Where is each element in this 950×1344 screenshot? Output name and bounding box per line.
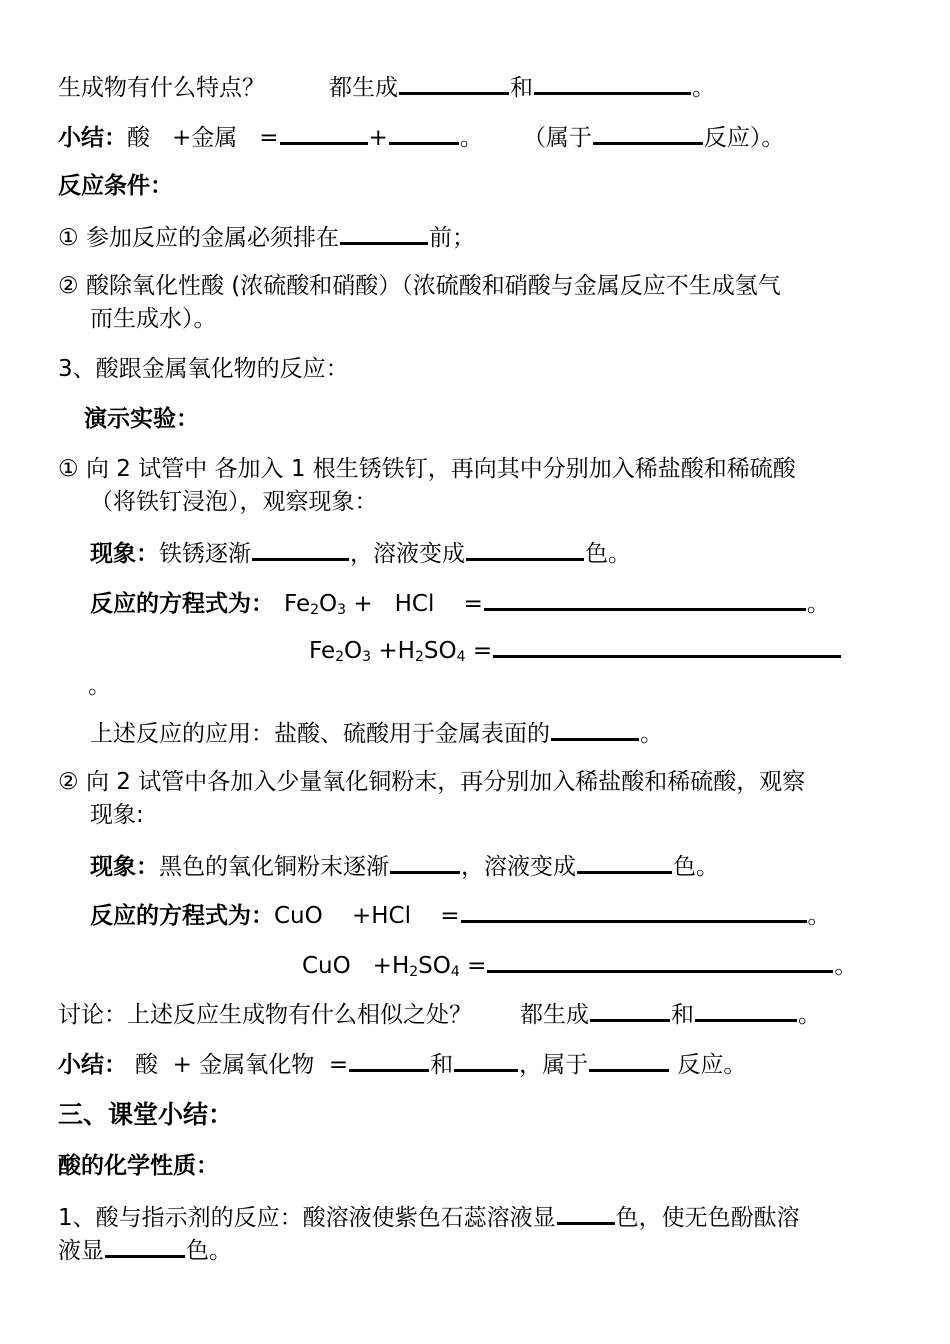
experiment-text: 向 2 试管中各加入少量氧化铜粉末，再分别加入稀盐酸和稀硫酸，观察 — [85, 769, 806, 795]
formula: = — [459, 953, 487, 979]
line-summary-metal — [58, 120, 910, 155]
period: 。 — [798, 1002, 821, 1028]
line-summary-oxide — [58, 1047, 910, 1082]
line-phenomenon-1 — [90, 536, 910, 571]
conjunction: 和 — [671, 1002, 694, 1028]
line-experiment-1 — [58, 453, 910, 486]
phenomenon-text: 色。 — [585, 541, 631, 567]
blank[interactable] — [557, 1200, 615, 1225]
line-equation-2 — [309, 633, 910, 668]
subscript: 4 — [450, 964, 460, 980]
formula: + HCl = — [346, 591, 483, 617]
line-experiment-2 — [58, 766, 910, 799]
subscript: 2 — [414, 649, 424, 665]
item-number: ② — [58, 769, 79, 795]
indicator-text: 色，使无色酚酞溶 — [615, 1205, 800, 1231]
line-indicator-cont — [58, 1233, 910, 1268]
line-condition-1 — [58, 220, 910, 255]
blank[interactable] — [589, 1047, 669, 1072]
formula: = — [465, 638, 493, 664]
line-conditions-label — [58, 170, 910, 203]
question-text: 生成物有什么特点？ — [58, 75, 265, 101]
blank[interactable] — [340, 220, 428, 245]
line-section-heading — [58, 1098, 910, 1131]
formula: +H — [371, 638, 415, 664]
indicator-text: 1、酸与指示剂的反应：酸溶液使紫色石蕊溶液显 — [58, 1205, 556, 1231]
phenomenon-label: 现象： — [90, 541, 159, 567]
line-phenomenon-2 — [90, 849, 910, 884]
summary-label: 小结： — [58, 125, 127, 151]
blank[interactable] — [399, 70, 509, 95]
subscript: 2 — [335, 649, 345, 665]
conjunction: 和 — [430, 1052, 454, 1078]
formula: O — [319, 591, 338, 617]
item-number: ② — [58, 273, 79, 299]
formula: Fe — [284, 591, 311, 617]
phenomenon-text: ，溶液变成 — [350, 541, 465, 567]
blank[interactable] — [593, 120, 703, 145]
properties-label: 酸的化学性质： — [58, 1153, 219, 1179]
answer-prefix: 都生成 — [329, 75, 398, 101]
summary-text: ，属于 — [519, 1052, 589, 1078]
line-demo-label — [84, 403, 910, 436]
application-text: 上述反应的应用：盐酸、硫酸用于金属表面的 — [90, 721, 550, 747]
answer-prefix: 都生成 — [520, 1002, 589, 1028]
phenomenon-text: 黑色的氧化铜粉末逐渐 — [159, 854, 389, 880]
phenomenon-text: ，溶液变成 — [461, 854, 576, 880]
line-condition-2-cont — [90, 303, 910, 336]
formula: CuO +H — [302, 953, 410, 979]
blank[interactable] — [484, 586, 806, 611]
reaction-text: 反应）。 — [703, 125, 785, 151]
line-equation-1 — [90, 586, 910, 621]
blank[interactable] — [389, 120, 459, 145]
metal-text: +金属 — [172, 125, 238, 151]
period: 。 — [807, 903, 831, 929]
subscript: 4 — [456, 649, 466, 665]
experiment-text-cont: （将铁钉浸泡），观察现象： — [90, 489, 378, 515]
condition-text: 酸除氧化性酸 (浓硫酸和硝酸）（浓硫酸和硝酸与金属反应不生成氢气 — [85, 273, 781, 299]
formula: SO — [418, 953, 451, 979]
experiment-text-cont: 现象: — [90, 802, 144, 828]
line-discussion — [58, 997, 910, 1032]
summary-text: 反应。 — [670, 1052, 747, 1078]
subscript: 2 — [409, 964, 419, 980]
summary-label: 小结： — [58, 1052, 127, 1078]
line-section-3 — [58, 353, 910, 386]
period: 。 — [806, 591, 830, 617]
blank[interactable] — [466, 536, 584, 561]
equals: = — [259, 125, 279, 151]
item-number: ① — [58, 456, 79, 482]
line-experiment-1-cont — [90, 486, 910, 519]
blank[interactable] — [454, 1047, 518, 1072]
phenomenon-label: 现象： — [90, 854, 159, 880]
formula: O — [344, 638, 363, 664]
phenomenon-text: 铁锈逐渐 — [159, 541, 251, 567]
line-equation-2-end — [88, 670, 910, 703]
conditions-label: 反应条件： — [58, 173, 173, 199]
equation-label: 反应的方程式为： — [90, 903, 274, 929]
conjunction: 和 — [510, 75, 533, 101]
blank[interactable] — [252, 536, 349, 561]
line-equation-3 — [90, 898, 910, 933]
belong-text: （属于 — [522, 125, 592, 151]
experiment-text: 向 2 试管中 各加入 1 根生锈铁钉，再向其中分别加入稀盐酸和稀硫酸 — [85, 456, 796, 482]
acid-text: 酸 — [127, 125, 150, 151]
section-title: 3、酸跟金属氧化物的反应： — [58, 356, 349, 382]
period: 。 — [459, 125, 483, 151]
subscript: 3 — [362, 649, 372, 665]
line-equation-4 — [302, 948, 910, 983]
plus: + — [368, 125, 388, 151]
subscript: 2 — [310, 602, 320, 618]
blank[interactable] — [695, 997, 797, 1022]
blank[interactable] — [551, 716, 639, 741]
line-product-features — [58, 70, 910, 105]
blank[interactable] — [461, 898, 807, 923]
section-heading: 三、课堂小结： — [58, 1100, 234, 1129]
period: 。 — [640, 721, 663, 747]
period: 。 — [692, 75, 715, 101]
period: 。 — [88, 673, 111, 699]
blank[interactable] — [105, 1233, 185, 1258]
condition-text-cont: 而生成水）。 — [90, 306, 217, 332]
blank[interactable] — [577, 849, 672, 874]
condition-text: 参加反应的金属必须排在 — [85, 225, 339, 251]
demo-label: 演示实验： — [84, 406, 199, 432]
line-condition-2 — [58, 270, 910, 303]
blank[interactable] — [590, 997, 670, 1022]
blank[interactable] — [487, 948, 833, 973]
phenomenon-text: 色。 — [673, 854, 719, 880]
blank[interactable] — [280, 120, 368, 145]
line-indicator — [58, 1200, 910, 1235]
equation-label: 反应的方程式为： — [90, 591, 274, 617]
period: 。 — [834, 953, 858, 979]
indicator-text: 色。 — [186, 1238, 232, 1264]
line-experiment-2-cont — [90, 799, 910, 832]
subscript: 3 — [337, 602, 347, 618]
formula: Fe — [309, 638, 336, 664]
indicator-text: 液显 — [58, 1238, 104, 1264]
discussion-text: 讨论：上述反应生成物有什么相似之处？ — [58, 1002, 472, 1028]
summary-text: 酸 + 金属氧化物 = — [135, 1052, 349, 1078]
blank[interactable] — [390, 849, 460, 874]
item-number: ① — [58, 225, 79, 251]
condition-end: 前； — [428, 225, 475, 251]
blank[interactable] — [534, 70, 691, 95]
formula: CuO +HCl = — [274, 903, 460, 929]
line-acid-properties — [58, 1150, 910, 1183]
line-application — [90, 716, 910, 751]
blank[interactable] — [493, 633, 841, 658]
blank[interactable] — [349, 1047, 429, 1072]
formula: SO — [423, 638, 457, 664]
